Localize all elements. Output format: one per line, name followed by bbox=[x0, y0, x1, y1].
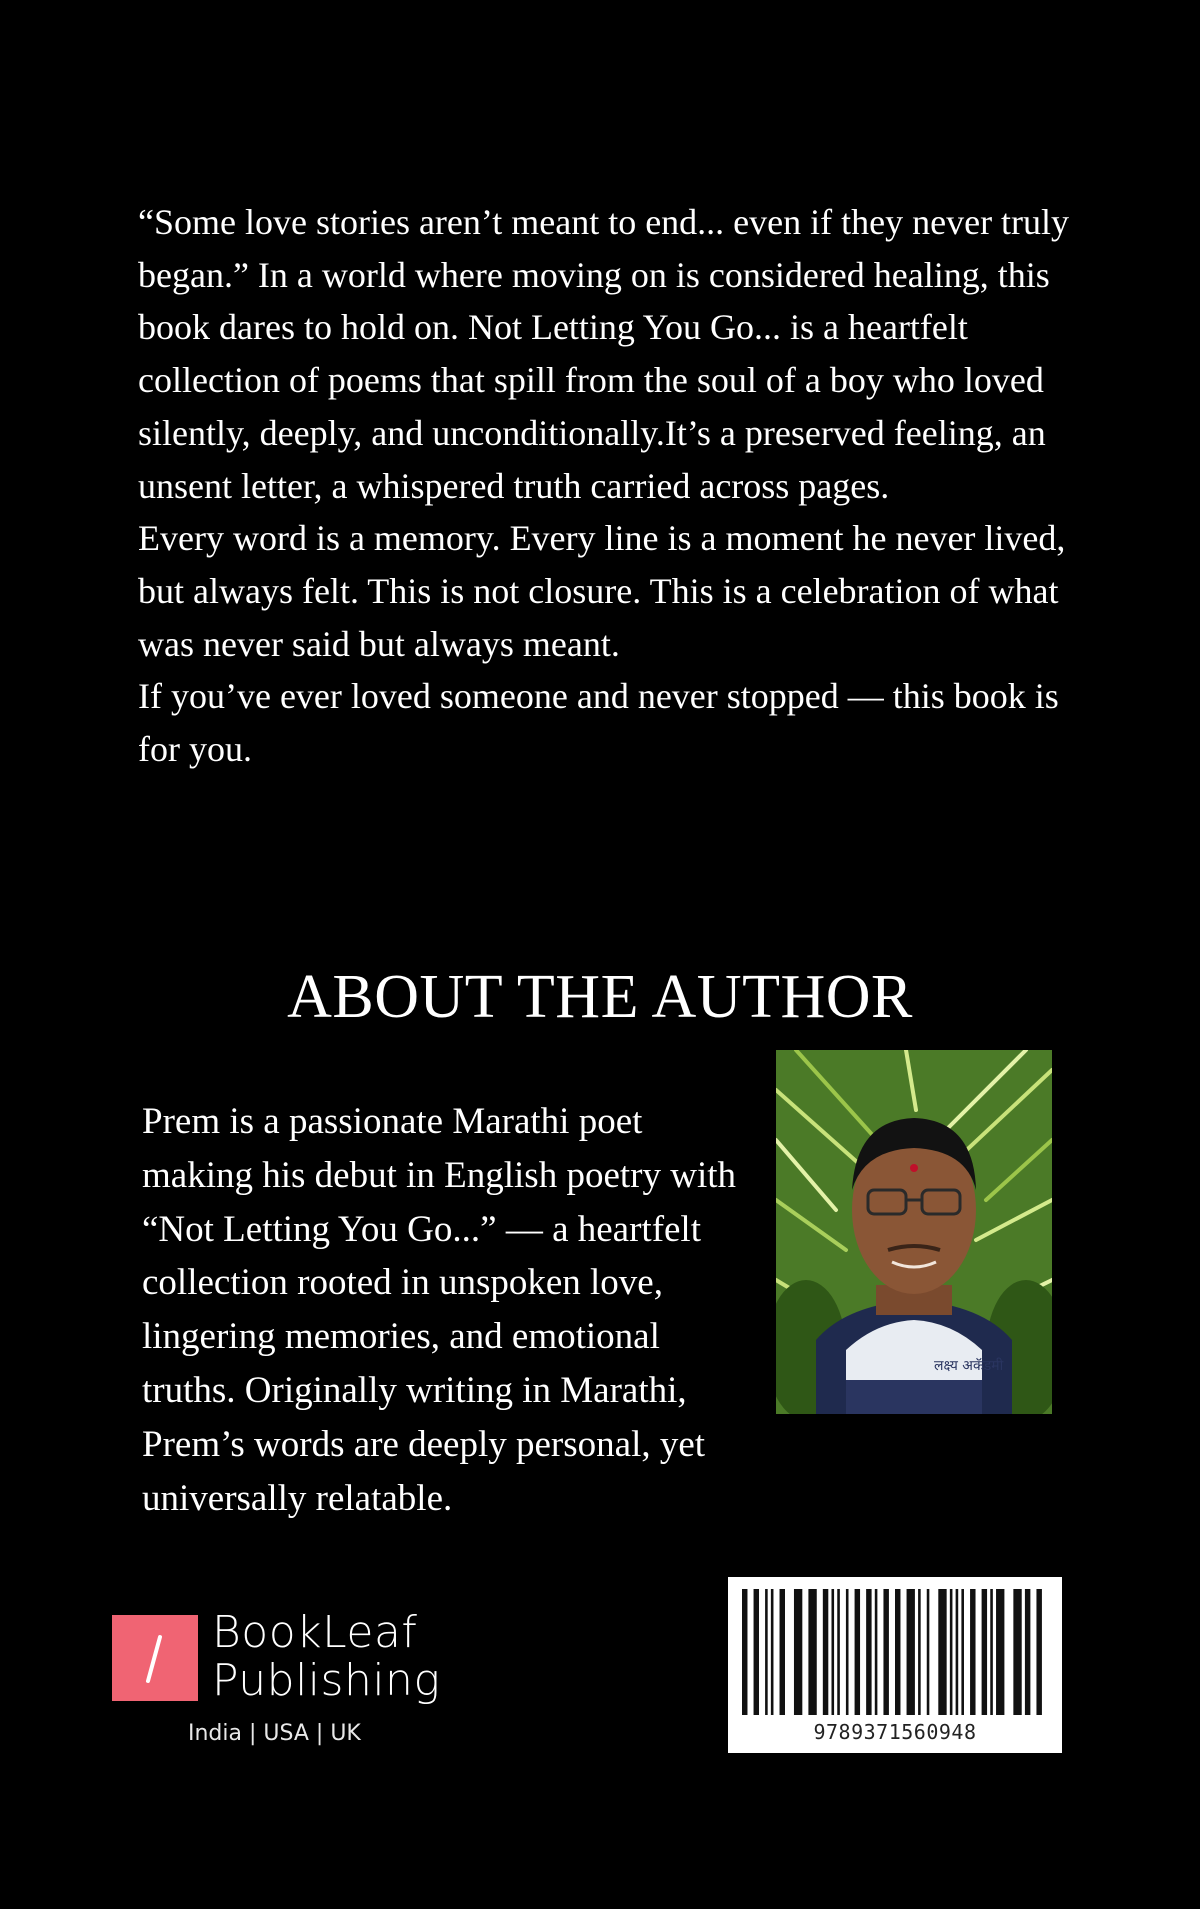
barcode-bar bbox=[1025, 1589, 1030, 1715]
barcode-bar bbox=[883, 1589, 888, 1715]
book-blurb bbox=[138, 196, 1098, 776]
barcode-bar bbox=[990, 1589, 993, 1715]
barcode-bar bbox=[895, 1589, 900, 1715]
barcode-bar bbox=[907, 1589, 915, 1715]
barcode-bar bbox=[927, 1589, 930, 1715]
barcode-bar bbox=[970, 1589, 975, 1715]
barcode-bar bbox=[742, 1589, 747, 1715]
barcode-bar bbox=[996, 1589, 1004, 1715]
barcode-bar bbox=[938, 1589, 946, 1715]
barcode-bar bbox=[1013, 1589, 1021, 1715]
publisher-name bbox=[212, 1609, 440, 1705]
barcode-bar bbox=[855, 1589, 860, 1715]
barcode-bar bbox=[771, 1589, 774, 1715]
barcode-bar bbox=[961, 1589, 964, 1715]
isbn-barcode bbox=[728, 1577, 1062, 1753]
publisher-logo bbox=[112, 1607, 452, 1755]
blurb-paragraph: If you’ve ever loved someone and never stopped — this book is for you. bbox=[138, 676, 1059, 770]
about-author-heading: ABOUT THE AUTHOR bbox=[287, 963, 913, 1031]
barcode-bar bbox=[837, 1589, 840, 1715]
barcode-bar bbox=[794, 1589, 802, 1715]
blurb-paragraph: “Some love stories aren’t meant to end... even if they never truly began.” In a world where moving on is considered healing, this book dares to hold on. Not Letting You Go... is a heartfelt collection of poems that spill from the soul of a boy who loved silently, deeply, and unconditionally.It’s a preserved feeling, an unsent letter, a whispered truth carried across pages. bbox=[138, 202, 1070, 506]
shirt-print: लक्ष्य अकॅडमी bbox=[934, 1358, 1004, 1374]
barcode-bar bbox=[866, 1589, 871, 1715]
barcode-bar bbox=[846, 1589, 849, 1715]
barcode-bar bbox=[780, 1589, 785, 1715]
barcode-bar bbox=[982, 1589, 987, 1715]
author-photo bbox=[776, 1050, 1052, 1414]
author-bio: Prem is a passionate Marathi poet making his debut in English poetry with “Not Letting You Go...” — a heartfelt collection rooted in unspoken love, lingering memories, and emotional truths. Originally writing in Marathi, Prem’s words are deeply personal, yet universally relatable. bbox=[142, 1101, 737, 1519]
barcode-bar bbox=[823, 1589, 828, 1715]
barcode-bar bbox=[831, 1589, 834, 1715]
barcode-bar bbox=[808, 1589, 816, 1715]
barcode-bar bbox=[956, 1589, 959, 1715]
barcode-bar bbox=[1036, 1589, 1041, 1715]
slash-logo-icon bbox=[112, 1615, 198, 1701]
isbn-number: 9789371560948 bbox=[813, 1720, 977, 1744]
publisher-regions: India | USA | UK bbox=[188, 1721, 361, 1746]
barcode-bar bbox=[918, 1589, 921, 1715]
barcode-bar bbox=[754, 1589, 759, 1715]
barcode-bar bbox=[875, 1589, 878, 1715]
barcode-bar bbox=[950, 1589, 953, 1715]
publisher-name-line1: BookLeaf bbox=[212, 1607, 418, 1658]
barcode-bar bbox=[765, 1589, 768, 1715]
blurb-paragraph: Every word is a memory. Every line is a moment he never lived, but always felt. This is not closure. This is a celebration of what was never said but always meant. bbox=[138, 518, 1066, 664]
publisher-name-line2: Publishing bbox=[212, 1655, 441, 1706]
